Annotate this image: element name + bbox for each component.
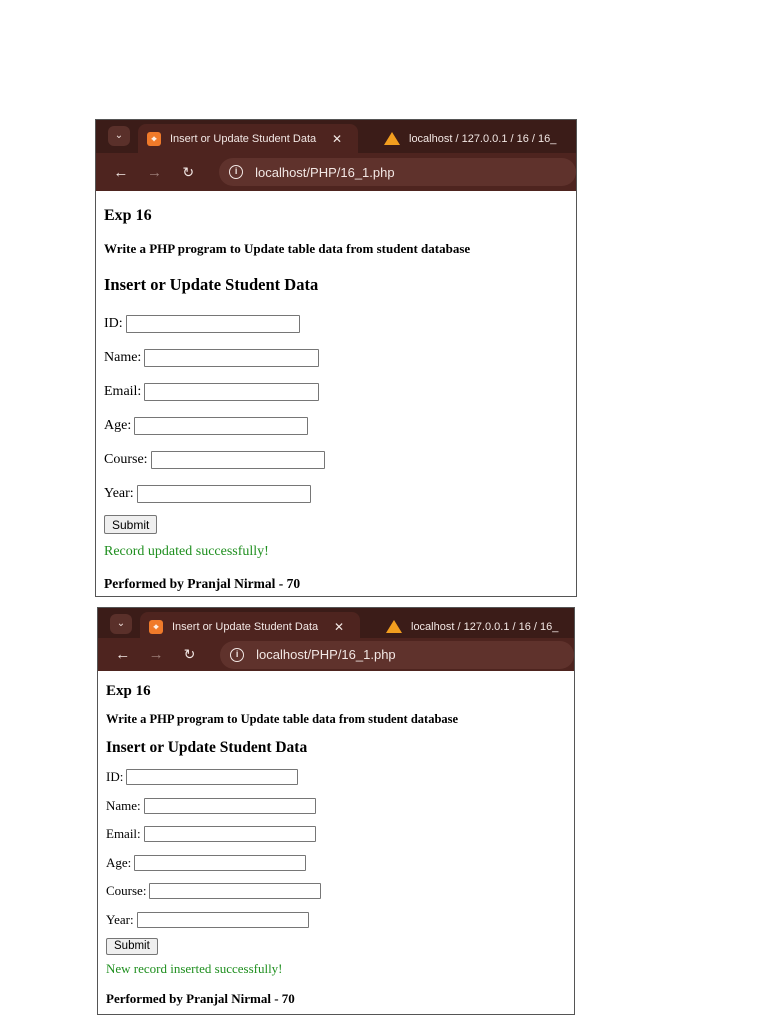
url-text: localhost/PHP/16_1.php bbox=[255, 164, 395, 180]
forward-arrow-icon[interactable]: → bbox=[147, 163, 163, 181]
close-icon[interactable]: ✕ bbox=[331, 131, 343, 146]
reload-icon[interactable]: ↻ bbox=[182, 163, 195, 180]
tab-title: localhost / 127.0.0.1 / 16 / 16_ bbox=[409, 132, 557, 145]
name-field[interactable] bbox=[144, 798, 316, 814]
email-field[interactable] bbox=[144, 826, 316, 842]
name-field[interactable] bbox=[144, 349, 319, 367]
email-field[interactable] bbox=[144, 383, 319, 401]
id-field[interactable] bbox=[126, 769, 298, 785]
id-label: ID: bbox=[106, 769, 124, 785]
phpmyadmin-icon bbox=[386, 620, 402, 633]
id-field[interactable] bbox=[126, 315, 300, 333]
chevron-down-icon[interactable]: ⌄ bbox=[110, 614, 132, 634]
year-label: Year: bbox=[104, 486, 134, 501]
page-heading: Exp 16 bbox=[106, 683, 151, 699]
info-icon[interactable]: i bbox=[230, 648, 244, 662]
performed-by: Performed by Pranjal Nirmal - 70 bbox=[106, 990, 295, 1006]
form-row-id bbox=[106, 763, 566, 792]
tab-active[interactable] bbox=[138, 124, 358, 153]
tab-active[interactable] bbox=[140, 612, 360, 641]
status-message: Record updated successfully! bbox=[104, 544, 269, 559]
age-label: Age: bbox=[104, 418, 132, 433]
form-row-email bbox=[104, 375, 568, 409]
id-label: ID: bbox=[104, 316, 123, 331]
form-row-age bbox=[106, 849, 566, 878]
chevron-down-icon[interactable]: ⌄ bbox=[108, 126, 130, 146]
xampp-icon: ⌖ bbox=[147, 132, 161, 146]
form-row-name bbox=[104, 341, 568, 375]
address-bar[interactable] bbox=[220, 641, 574, 669]
browser-toolbar bbox=[98, 638, 574, 671]
task-description: Write a PHP program to Update table data from student database bbox=[104, 241, 471, 256]
form-row-year bbox=[104, 477, 568, 511]
page-content bbox=[96, 191, 576, 592]
browser-screenshot-inserted bbox=[97, 607, 575, 1015]
tab-title: Insert or Update Student Data bbox=[172, 620, 319, 633]
button-row bbox=[104, 515, 568, 534]
browser-toolbar bbox=[96, 153, 576, 191]
year-field[interactable] bbox=[137, 485, 311, 503]
submit-button[interactable]: Submit bbox=[104, 515, 157, 534]
back-arrow-icon[interactable]: ← bbox=[115, 646, 131, 663]
tab-inactive[interactable] bbox=[386, 612, 574, 641]
close-icon[interactable]: ✕ bbox=[333, 619, 345, 634]
form-row-course bbox=[106, 877, 566, 906]
page-heading: Exp 16 bbox=[104, 207, 152, 224]
form-row-age bbox=[104, 409, 568, 443]
info-icon[interactable]: i bbox=[229, 165, 243, 179]
student-form bbox=[104, 307, 568, 534]
reload-icon[interactable]: ↻ bbox=[183, 646, 196, 662]
form-row-course bbox=[104, 443, 568, 477]
tab-strip bbox=[98, 608, 574, 638]
year-label: Year: bbox=[106, 911, 134, 927]
age-field[interactable] bbox=[134, 855, 306, 871]
page-content bbox=[98, 671, 574, 1007]
year-field[interactable] bbox=[137, 912, 309, 928]
url-text: localhost/PHP/16_1.php bbox=[256, 647, 396, 662]
tab-inactive[interactable] bbox=[384, 124, 576, 153]
button-row bbox=[106, 936, 566, 955]
course-label: Course: bbox=[106, 883, 147, 899]
name-label: Name: bbox=[106, 797, 141, 813]
email-label: Email: bbox=[104, 384, 142, 399]
phpmyadmin-icon bbox=[384, 132, 400, 145]
course-field[interactable] bbox=[149, 883, 321, 899]
course-field[interactable] bbox=[151, 451, 325, 469]
tab-strip bbox=[96, 120, 576, 153]
course-label: Course: bbox=[104, 452, 148, 467]
email-label: Email: bbox=[106, 826, 141, 842]
status-message: New record inserted successfully! bbox=[106, 960, 283, 976]
form-row-year bbox=[106, 906, 566, 935]
form-title: Insert or Update Student Data bbox=[104, 275, 319, 294]
age-field[interactable] bbox=[134, 417, 308, 435]
age-label: Age: bbox=[106, 854, 132, 870]
forward-arrow-icon[interactable]: → bbox=[148, 646, 164, 663]
performed-by: Performed by Pranjal Nirmal - 70 bbox=[104, 576, 301, 591]
student-form bbox=[106, 763, 566, 955]
form-title: Insert or Update Student Data bbox=[106, 739, 308, 756]
xampp-icon: ⌖ bbox=[149, 620, 163, 634]
browser-screenshot-updated bbox=[95, 119, 577, 597]
form-row-name bbox=[106, 792, 566, 821]
form-row-email bbox=[106, 820, 566, 849]
form-row-id bbox=[104, 307, 568, 341]
tab-title: localhost / 127.0.0.1 / 16 / 16_ bbox=[411, 620, 559, 633]
tab-title: Insert or Update Student Data bbox=[170, 132, 317, 145]
submit-button[interactable]: Submit bbox=[106, 938, 158, 955]
task-description: Write a PHP program to Update table data from student database bbox=[106, 712, 459, 726]
address-bar[interactable] bbox=[219, 158, 576, 186]
name-label: Name: bbox=[104, 350, 142, 365]
back-arrow-icon[interactable]: ← bbox=[113, 163, 129, 181]
